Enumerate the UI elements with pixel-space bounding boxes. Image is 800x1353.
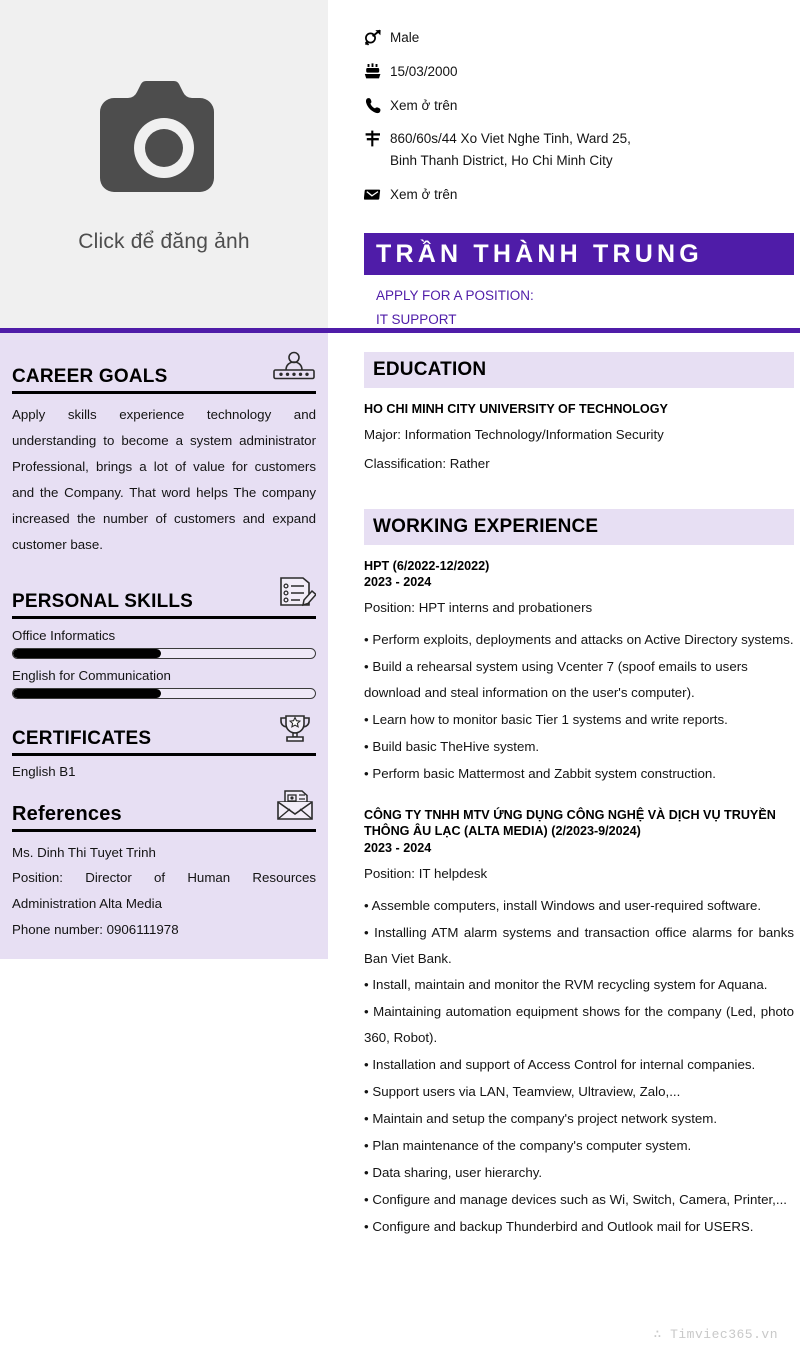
cv-header-zone	[0, 0, 800, 330]
skill-name: Office Informatics	[12, 627, 116, 643]
apply-position-block	[376, 284, 534, 331]
contact-address-value	[390, 129, 631, 170]
career-goals-divider	[12, 391, 316, 394]
education-school: HO CHI MINH CITY UNIVERSITY OF TECHNOLOGY	[364, 402, 668, 416]
birthday-cake-icon	[364, 62, 390, 80]
skill-bar-track	[12, 648, 316, 659]
camera-icon	[88, 76, 240, 216]
skill-bar-fill	[13, 689, 161, 698]
job-bullet: • Build a rehearsal system using Vcenter 7 (spoof emails to users download and steal information on the user's computer).	[364, 658, 748, 700]
contact-row-gender	[364, 28, 794, 47]
job-bullet: • Perform exploits, deployments and attacks on Active Directory systems.	[364, 632, 794, 648]
job-bullet: • Assemble computers, install Windows and user-required software.	[364, 897, 762, 913]
job-bullet: • Install, maintain and monitor the RVM recycling system for Aquana.	[364, 977, 768, 993]
job-bullets	[364, 627, 794, 787]
contact-row-address	[364, 129, 794, 170]
contact-info-list	[364, 28, 794, 219]
apply-label: APPLY FOR A POSITION:	[376, 288, 534, 303]
phone-icon	[364, 96, 390, 114]
contact-gender-value: Male	[390, 30, 420, 45]
job-position: Position: HPT interns and probationers	[364, 600, 593, 616]
career-goals-header	[12, 351, 316, 391]
job-entry	[364, 558, 794, 787]
apply-position: IT SUPPORT	[376, 311, 457, 327]
job-bullet: • Plan maintenance of the company's computer system.	[364, 1137, 692, 1153]
contact-phone-value: Xem ở trên	[390, 97, 458, 113]
address-signpost-icon	[364, 129, 390, 147]
job-company	[364, 558, 794, 591]
main-content	[364, 352, 794, 1241]
photo-upload-area[interactable]	[0, 0, 328, 330]
skill-bar-track	[12, 688, 316, 699]
job-company-name: HPT (6/2022-12/2022)	[364, 558, 490, 573]
job-bullet: • Learn how to monitor basic Tier 1 systems and write reports.	[364, 711, 728, 727]
career-goals-title: CAREER GOALS	[12, 366, 168, 387]
job-bullet: • Installing ATM alarm systems and transaction office alarms for banks Ban Viet Bank.	[364, 924, 794, 966]
watermark: ∴ Timviec365.vn	[653, 1327, 778, 1342]
certificates-title: CERTIFICATES	[12, 727, 152, 749]
references-divider	[12, 829, 316, 832]
spacer	[364, 788, 794, 807]
education-classification: Classification: Rather	[364, 455, 490, 471]
envelope-icon	[364, 185, 390, 203]
personal-skills-header	[12, 574, 316, 616]
skill-item	[12, 668, 316, 699]
spacer	[364, 483, 794, 509]
photo-upload-label: Click để đăng ảnh	[78, 230, 250, 253]
job-bullet: • Maintain and setup the company's project network system.	[364, 1111, 718, 1127]
working-experience-title: WORKING EXPERIENCE	[373, 515, 599, 537]
skill-bar-fill	[13, 649, 161, 658]
contact-row-phone	[364, 96, 794, 115]
job-entry	[364, 807, 794, 1240]
job-bullet: • Installation and support of Access Control for internal companies.	[364, 1057, 756, 1073]
career-goals-text: Apply skills experience technology and understanding to become a system administrator Professional, brings a lot of value for customers and the Company. That word helps The company increased the number of customers and expand customer base.	[12, 407, 316, 552]
address-line-2: Binh Thanh District, Ho Chi Minh City	[390, 153, 613, 169]
certificates-divider	[12, 753, 316, 756]
gender-icon	[364, 28, 390, 46]
contact-row-email	[364, 185, 794, 204]
job-years: 2023 - 2024	[364, 575, 432, 590]
desk-officer-icon	[272, 351, 316, 388]
contact-email-value: Xem ở trên	[390, 187, 458, 203]
job-bullet: • Support users via LAN, Teamview, Ultraview, Zalo,...	[364, 1084, 681, 1100]
certificates-header	[12, 713, 316, 753]
education-major: Major: Information Technology/Information Security	[364, 426, 664, 442]
job-company-name: CÔNG TY TNHH MTV ỨNG DỤNG CÔNG NGHỆ VÀ DỊCH VỤ TRUYỀN THÔNG ÂU LẠC (ALTA MEDIA) (2/2023-9/2024)	[364, 807, 776, 839]
working-experience-section-header	[364, 509, 794, 545]
job-bullet: • Maintaining automation equipment shows for the company (Led, photo 360, Robot).	[364, 1004, 794, 1046]
spacer	[12, 779, 316, 789]
trophy-icon	[274, 713, 316, 750]
contact-row-birthday	[364, 62, 794, 81]
references-header	[12, 789, 316, 829]
skill-item	[12, 628, 316, 659]
job-company	[364, 807, 794, 857]
job-bullets	[364, 893, 794, 1240]
candidate-name-banner	[364, 233, 794, 275]
job-bullet: • Perform basic Mattermost and Zabbit system construction.	[364, 765, 716, 781]
checklist-pen-icon	[276, 574, 316, 613]
sidebar	[0, 333, 328, 959]
education-section-header	[364, 352, 794, 388]
reference-position: Position: Director of Human Resources Administration Alta Media	[12, 870, 316, 912]
references-title: References	[12, 802, 122, 825]
job-bullet: • Data sharing, user hierarchy.	[364, 1164, 543, 1180]
job-bullet: • Configure and backup Thunderbird and Outlook mail for USERS.	[364, 1218, 754, 1234]
contact-birthday-value: 15/03/2000	[390, 63, 458, 79]
skill-name: English for Communication	[12, 667, 171, 683]
education-title: EDUCATION	[373, 359, 487, 380]
address-line-1: 860/60s/44 Xo Viet Nghe Tinh, Ward 25,	[390, 131, 631, 147]
reference-phone: Phone number: 0906111978	[12, 922, 179, 938]
job-bullet: • Build basic TheHive system.	[364, 738, 540, 754]
certificate-item: English B1	[12, 763, 76, 779]
candidate-name: TRẦN THÀNH TRUNG	[376, 239, 703, 268]
personal-skills-title: PERSONAL SKILLS	[12, 590, 194, 612]
reference-name: Ms. Dinh Thi Tuyet Trinh	[12, 844, 156, 860]
job-position: Position: IT helpdesk	[364, 865, 488, 881]
spacer	[12, 560, 316, 574]
spacer	[12, 699, 316, 713]
mail-letter-icon	[274, 789, 316, 826]
job-years: 2023 - 2024	[364, 841, 432, 856]
job-bullet: • Configure and manage devices such as Wi, Switch, Camera, Printer,...	[364, 1191, 787, 1207]
personal-skills-divider	[12, 616, 316, 619]
